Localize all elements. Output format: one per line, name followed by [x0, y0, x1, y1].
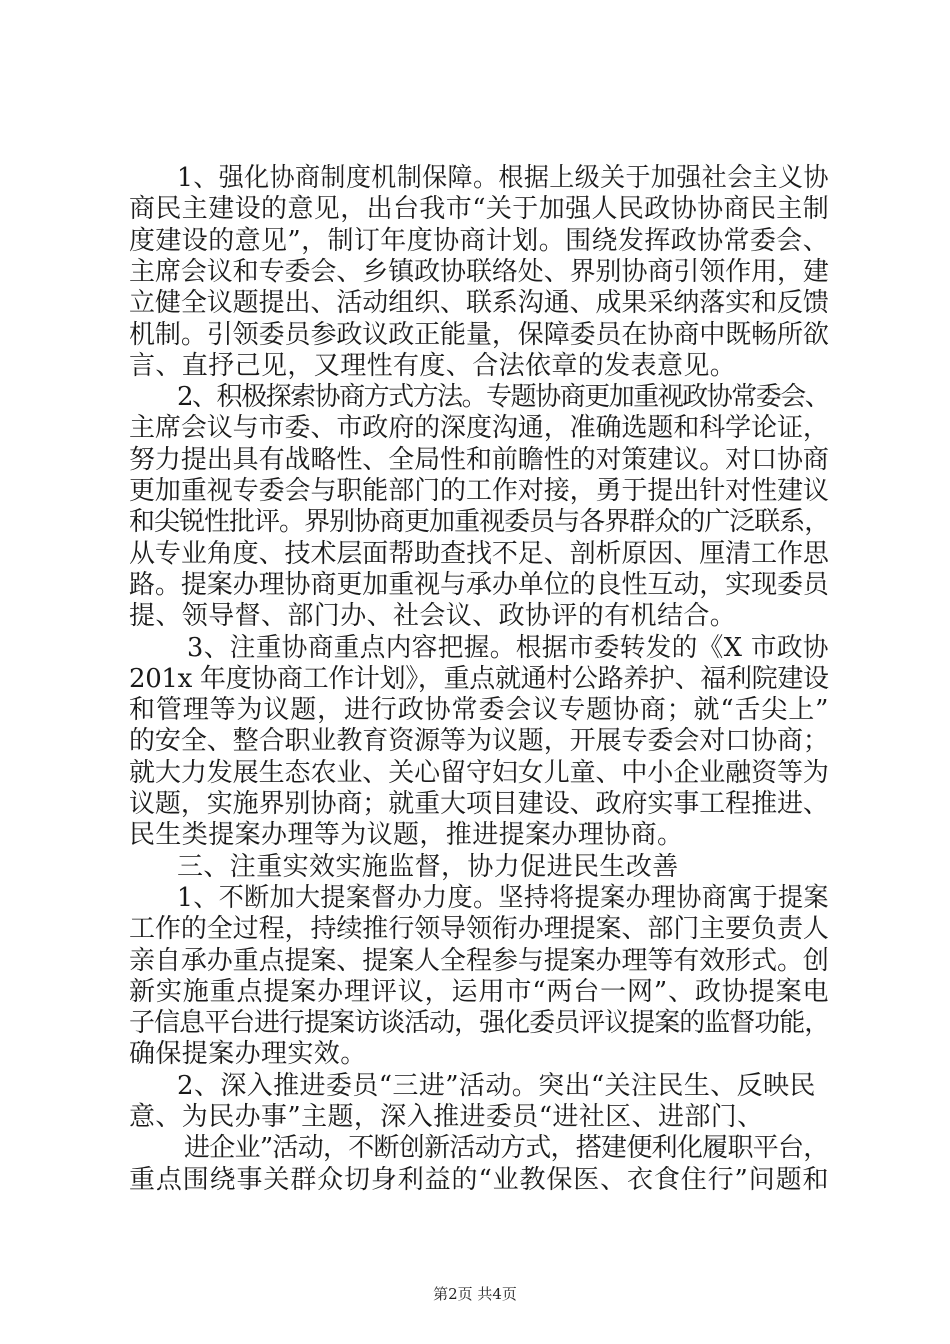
text-line: 立健全议题提出、活动组织、联系沟通、成果采纳落实和反馈 [129, 288, 829, 319]
text-line: 的安全、整合职业教育资源等为议题，开展专委会对口协商； [129, 726, 829, 757]
text-line: 和尖锐性批评。界别协商更加重视委员与各界群众的广泛联系， [129, 507, 830, 538]
text-line: 工作的全过程，持续推行领导领衔办理提案、部门主要负责人 [129, 914, 829, 945]
text-line: 1、强化协商制度机制保障。根据上级关于加强社会主义协 [177, 163, 829, 193]
text-line: 就大力发展生态农业、关心留守妇女儿童、中小企业融资等为 [129, 757, 829, 788]
text-line: 机制。引领委员参政议政正能量，保障委员在协商中既畅所欲 [129, 319, 829, 350]
text-line: 更加重视专委会与职能部门的工作对接，勇于提出针对性建议 [129, 476, 829, 506]
text-line: 和管理等为议题，进行政协常委会议专题协商；就“舌尖上” [129, 695, 830, 726]
text-line: 主席会议与市委、市政府的深度沟通，准确选题和科学论证， [129, 413, 829, 444]
text-line: 商民主建设的意见，出台我市“关于加强人民政协协商民主制 [129, 194, 830, 225]
text-line: 议题，实施界别协商；就重大项目建设、政府实事工程推进、 [129, 789, 829, 819]
text-line: 言、直抒己见，又理性有度、合法依章的发表意见。 [129, 350, 737, 381]
text-line: 201x 年度协商工作计划》，重点就通村公路养护、福利院建设 [129, 663, 829, 694]
text-line: 确保提案办理实效。 [129, 1039, 367, 1070]
text-line: 进企业”活动，不断创新活动方式，搭建便利化履职平台， [184, 1133, 829, 1164]
text-line: 新实施重点提案办理评议，运用市“两台一网”、政协提案电 [129, 976, 830, 1007]
text-line: 3、注重协商重点内容把握。根据市委转发的《X 市政协 [187, 632, 829, 663]
text-line: 主席会议和专委会、乡镇政协联络处、界别协商引领作用，建 [129, 256, 829, 287]
text-line: 意、为民办事”主题，深入推进委员“进社区、进部门、 [129, 1102, 764, 1132]
text-line: 1、不断加大提案督办力度。坚持将提案办理协商寓于提案 [177, 882, 829, 913]
text-line: 亲自承办重点提案、提案人全程参与提案办理等有效形式。创 [129, 945, 829, 976]
text-line: 提、领导督、部门办、社会议、政协评的有机结合。 [129, 601, 737, 632]
text-line: 路。提案办理协商更加重视与承办单位的良性互动，实现委员 [129, 569, 829, 600]
text-line: 度建设的意见”，制订年度协商计划。围绕发挥政协常委会、 [129, 225, 830, 256]
text-line: 三、注重实效实施监督，协力促进民生改善 [177, 851, 679, 882]
text-line: 民生类提案办理等为议题，推进提案办理协商。 [129, 820, 684, 851]
page-footer: 第2页 共4页 [433, 1285, 517, 1303]
text-line: 子信息平台进行提案访谈活动，强化委员评议提案的监督功能， [129, 1008, 830, 1039]
text-line: 重点围绕事关群众切身利益的“业教保医、衣食住行”问题和 [129, 1164, 830, 1195]
text-line: 努力提出具有战略性、全局性和前瞻性的对策建议。对口协商 [129, 444, 829, 475]
text-line: 从专业角度、技术层面帮助查找不足、剖析原因、厘清工作思 [129, 538, 829, 569]
text-line: 2、积极探索协商方式方法。专题协商更加重视政协常委会、 [177, 382, 830, 413]
text-line: 2、深入推进委员“三进”活动。突出“关注民生、反映民 [177, 1070, 816, 1101]
